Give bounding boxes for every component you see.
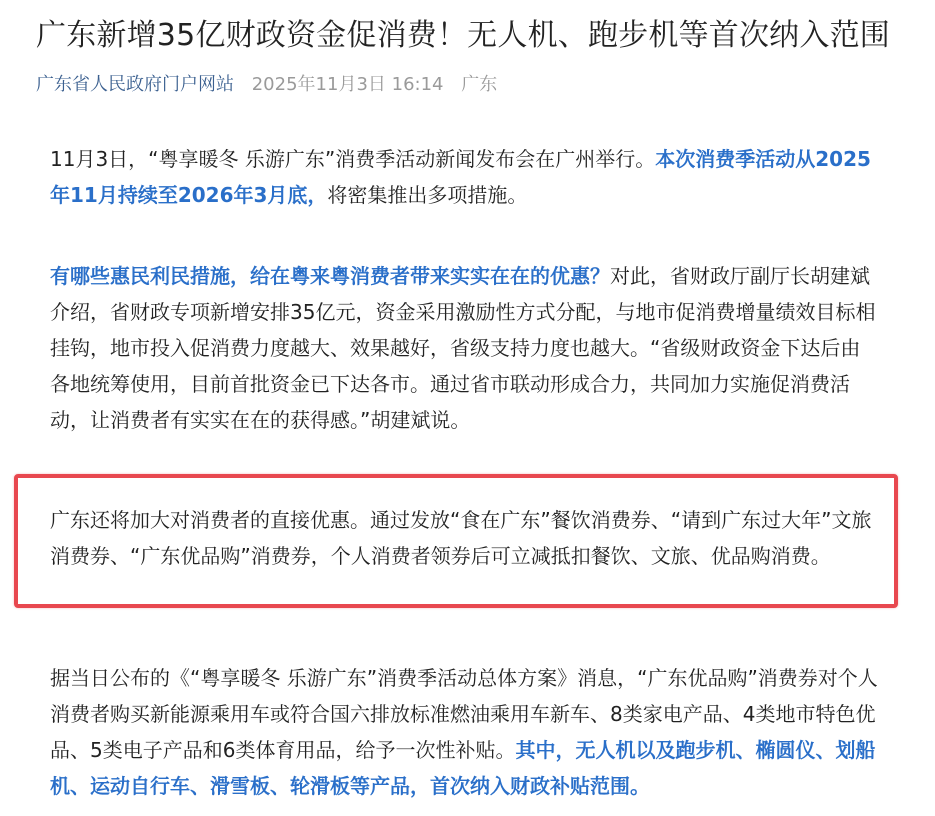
paragraph-1 <box>50 141 880 213</box>
paragraph-text: 对此，省财政厅副厅长胡建斌介绍，省财政专项新增安排35亿元，资金采用激励性方式分配，与地市促消费增量绩效目标相挂钩，地市投入促消费力度越大、效果越好，省级支持力度也越大。“省级财政资金下达后由各地统筹使用，目前首批资金已下达各市。通过省市联动形成合力，共同加力实施促消费活动，让消费者有实实在在的获得感。”胡建斌说。 <box>50 264 876 432</box>
paragraph-3 <box>50 502 880 574</box>
article-source-link[interactable]: 广东省人民政府门户网站 <box>36 74 234 95</box>
paragraph-4 <box>50 660 880 804</box>
paragraph-2 <box>50 258 880 438</box>
paragraph-text: 据当日公布的《“粤享暖冬 乐游广东”消费季活动总体方案》消息，“广东优品购”消费券对个人消费者购买新能源乘用车或符合国六排放标准燃油乘用车新车、8类家电产品、4类地市特色优品、5类电子产品和6类体育用品，给予一次性补贴。 <box>50 666 878 762</box>
article-region: 广东 <box>461 74 498 95</box>
highlight-text: 本次消费季活动从2025年11月持续至2026年3月底， <box>50 147 871 207</box>
paragraph-text: 广东还将加大对消费者的直接优惠。通过发放“食在广东”餐饮消费券、“请到广东过大年”文旅消费券、“广东优品购”消费券，个人消费者领券后可立减抵扣餐饮、文旅、优品购消费。 <box>50 508 872 568</box>
paragraph-text: 11月3日，“粤享暖冬 乐游广东”消费季活动新闻发布会在广州举行。 <box>50 147 656 171</box>
highlight-text: 其中，无人机以及跑步机、椭圆仪、划船机、运动自行车、滑雪板、轮滑板等产品，首次纳入财政补贴范围。 <box>50 738 876 798</box>
article-meta <box>36 72 497 98</box>
paragraph-text: 将密集推出多项措施。 <box>327 183 528 207</box>
article-title: 广东新增35亿财政资金促消费！无人机、跑步机等首次纳入范围 <box>36 18 890 53</box>
highlight-text: 有哪些惠民利民措施，给在粤来粤消费者带来实实在在的优惠？ <box>50 264 610 288</box>
article-datetime: 2025年11月3日 16:14 <box>251 74 444 95</box>
